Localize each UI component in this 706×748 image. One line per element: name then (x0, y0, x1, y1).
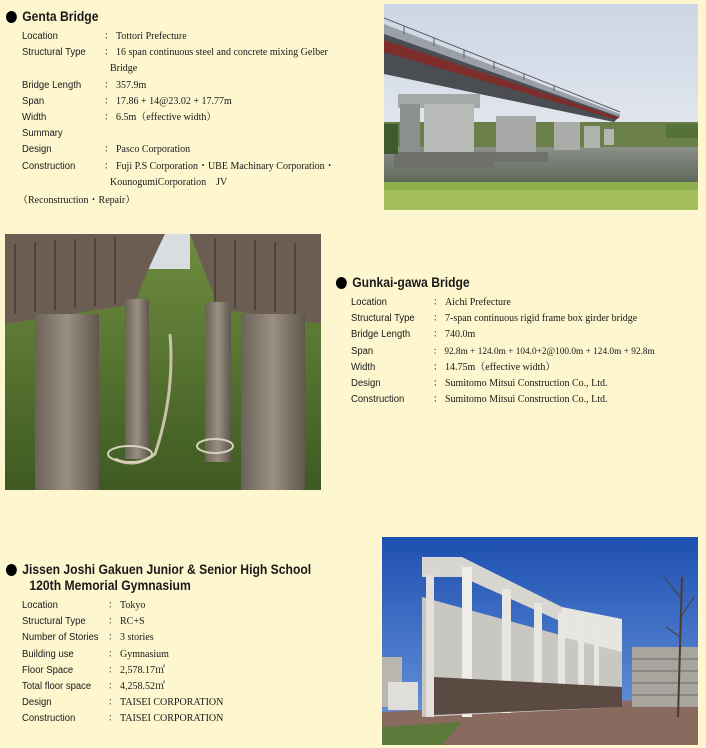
spec-value: Tottori Prefecture (116, 31, 187, 42)
spec-label: Bridge Length (351, 329, 411, 341)
spec-label: Span (22, 95, 45, 107)
genta-bridge-photo (384, 4, 698, 210)
spec-label: Design (351, 378, 381, 390)
spec-value: 6.5m（effective width） (116, 112, 217, 124)
spec-value: Pasco Corporation (116, 144, 191, 156)
spec-value: RC+S (120, 616, 145, 628)
spec-label: Structural Type (22, 616, 86, 628)
jissen-gymnasium-photo (382, 537, 698, 745)
spec-label: Structural Type (351, 313, 415, 325)
spec-value: Sumitomo Mitsui Construction Co., Ltd. (445, 394, 608, 406)
spec-value: Bridge (110, 63, 138, 75)
gunkai-spec-list: Location ： Aichi Prefecture Structural Type ： 7-span continuous rigid frame box girder bridge Bridge Length ： 740.0m Span ： 92.8m + 124.0m + 104.0+2@100.0m + 124.0m + 92.8m Width ： 14.75m（effective width） Design ： Sumitomo Mitsui Construction Co., Ltd. Construction ： Sumitomo Mitsui Construction Co., Ltd. (351, 295, 704, 408)
bullet-icon (336, 277, 347, 289)
jissen-spec-list: Location ： Tokyo Structural Type ： RC+S Number of Stories ： 3 stories Building use ： Gymnasium Floor Space ： 2,578.17㎡ Total floor space ： 4,258.52㎡ Design ： TAISEI CORPORATION Construction ： TAISEI CORPORATION (22, 598, 378, 728)
gunkai-bridge-section (336, 275, 704, 408)
genta-bridge-section (6, 9, 378, 209)
spec-value: KounogumiCorporation JV (110, 176, 228, 188)
spec-value: 740.0m (445, 329, 476, 341)
bullet-icon (6, 564, 17, 576)
spec-label: Design (22, 144, 52, 156)
spec-value: 17.86 + 14@23.02 + 17.77m (116, 95, 232, 107)
spec-label: Total floor space (22, 681, 92, 693)
gunkai-bridge-title: Gunkai-gawa Bridge (336, 275, 667, 291)
spec-value: Aichi Prefecture (445, 297, 511, 308)
spec-label: Location (22, 31, 58, 42)
spec-label: Location (22, 600, 58, 611)
spec-value: 14.75m（effective width） (445, 361, 556, 373)
spec-label: Floor Space (22, 664, 74, 676)
genta-bridge-title: Genta Bridge (6, 9, 341, 25)
spec-value: 2,578.17㎡ (120, 664, 165, 676)
spec-value: 4,258.52㎡ (120, 681, 165, 693)
spec-value: 7-span continuous rigid frame box girder bridge (445, 313, 638, 325)
spec-label: Design (22, 697, 52, 709)
jissen-gymnasium-section (6, 562, 378, 728)
spec-value: 3 stories (120, 632, 154, 644)
spec-label: Building use (22, 648, 74, 660)
spec-label: Number of Stories (22, 632, 99, 644)
spec-label: Construction (22, 713, 76, 725)
spec-value: Tokyo (120, 600, 146, 611)
spec-label: Structural Type (22, 47, 86, 59)
spec-value: 16 span continuous steel and concrete mixing Gelber (116, 47, 328, 59)
genta-spec-list: Location ： Tottori Prefecture Structural Type ： 16 span continuous steel and concrete mixing Gelber Bridge Bridge Length ： 357.9m Span ： 17.86 + 14@23.02 + 17.77m Width ： 6.5m（effective width） Summary Design ： Pasco Corporation Construction ： Fuji P.S Corporation・UBE Machinary Corporation・ KounogumiCorporation JV (22, 29, 378, 191)
spec-label: Bridge Length (22, 79, 82, 91)
spec-label: Construction (351, 394, 405, 406)
spec-label: Location (351, 297, 387, 308)
spec-label: Width (351, 361, 376, 373)
spec-value: TAISEI CORPORATION (120, 713, 224, 725)
spec-value: Gymnasium (120, 648, 169, 660)
spec-value: Sumitomo Mitsui Construction Co., Ltd. (445, 378, 608, 390)
genta-note: （Reconstruction・Repair） (18, 195, 136, 207)
jissen-gymnasium-title: Jissen Joshi Gakuen Junior & Senior High School 120th Memorial Gymnasium (6, 562, 341, 594)
gunkai-bridge-photo (5, 234, 321, 490)
bullet-icon (6, 11, 17, 23)
spec-value: TAISEI CORPORATION (120, 697, 224, 709)
spec-label: Construction (22, 160, 76, 172)
spec-value: Fuji P.S Corporation・UBE Machinary Corporation・ (116, 160, 335, 172)
spec-value: 92.8m + 124.0m + 104.0+2@100.0m + 124.0m + 92.8m (444, 346, 655, 357)
spec-label: Span (351, 345, 374, 357)
spec-label: Summary (22, 128, 63, 140)
spec-label: Width (22, 112, 47, 124)
spec-value: 357.9m (116, 79, 147, 91)
